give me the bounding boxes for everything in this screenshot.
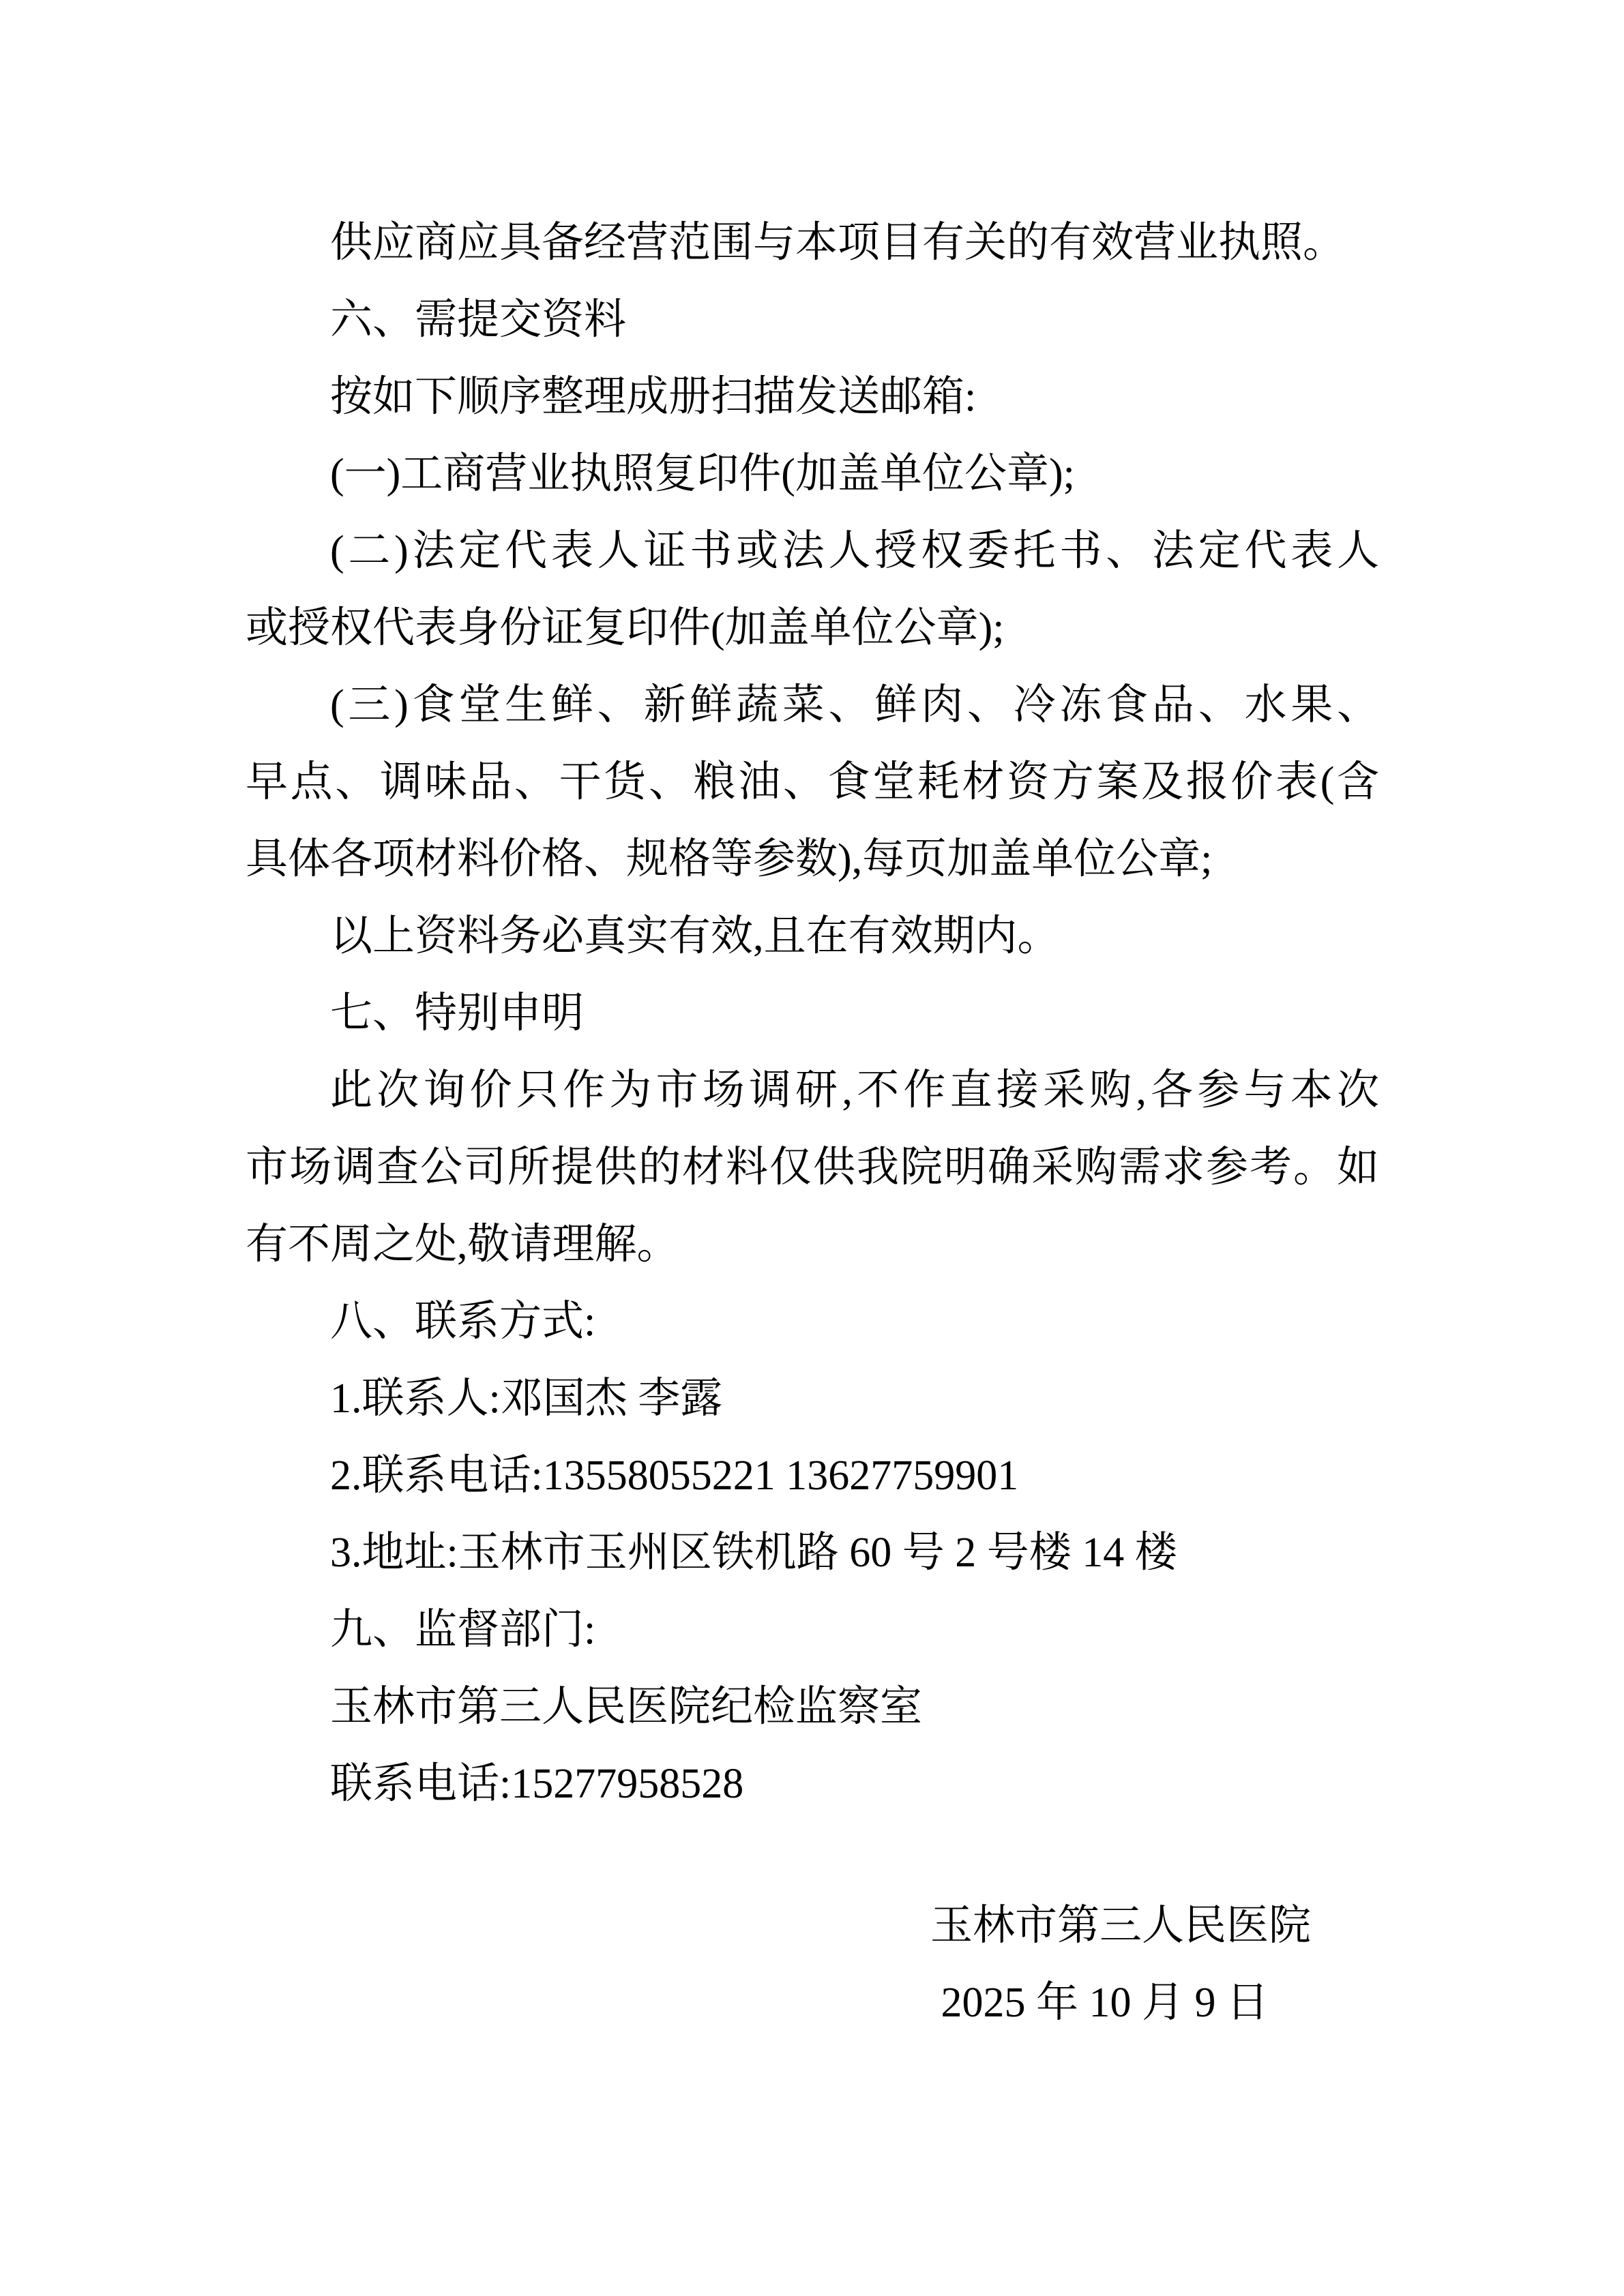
text-line: 九、监督部门: — [330, 1607, 596, 1653]
text-line: 联系电话:15277958528 — [330, 1761, 744, 1807]
blank-line — [246, 1823, 1379, 1888]
text-line: 七、特别申明 — [330, 990, 585, 1037]
text-line: 此次询价只作为市场调研,不作直接采购,各参与本次 — [330, 1067, 1379, 1114]
text-line: 3.地址:玉林市玉州区铁机路 60 号 2 号楼 14 楼 — [330, 1530, 1177, 1576]
text-line: 市场调查公司所提供的材料仅供我院明确采购需求参考。如 — [246, 1144, 1379, 1191]
text-line: 或授权代表身份证复印件(加盖单位公章); — [246, 605, 1005, 651]
text-line: 2025 年 10 月 9 日 — [941, 1980, 1269, 2026]
text-line: 供应商应具备经营范围与本项目有关的有效营业执照。 — [330, 220, 1346, 266]
text-line: 有不周之处,敬请理解。 — [246, 1221, 679, 1268]
text-line: 2.联系电话:13558055221 13627759901 — [330, 1452, 1019, 1499]
document-body — [246, 205, 1379, 2042]
text-line: 六、需提交资料 — [330, 297, 627, 343]
text-line: (三)食堂生鲜、新鲜蔬菜、鲜肉、冷冻食品、水果、 — [330, 682, 1379, 728]
text-line: 以上资料务必真实有效,且在有效期内。 — [330, 913, 1060, 959]
text-line: 玉林市第三人民医院 — [930, 1903, 1311, 1949]
text-line: (二)法定代表人证书或法人授权委托书、法定代表人 — [330, 528, 1379, 574]
text-line: 具体各项材料价格、规格等参数),每页加盖单位公章; — [246, 836, 1213, 882]
text-line: 早点、调味品、干货、粮油、食堂耗材资方案及报价表(含 — [246, 759, 1379, 805]
text-line: 玉林市第三人民医院纪检监察室 — [330, 1684, 923, 1730]
text-line: 八、联系方式: — [330, 1298, 596, 1345]
text-line: (一)工商营业执照复印件(加盖单位公章); — [330, 451, 1075, 497]
text-line: 按如下顺序整理成册扫描发送邮箱: — [330, 374, 977, 420]
text-line: 1.联系人:邓国杰 李露 — [330, 1375, 723, 1422]
